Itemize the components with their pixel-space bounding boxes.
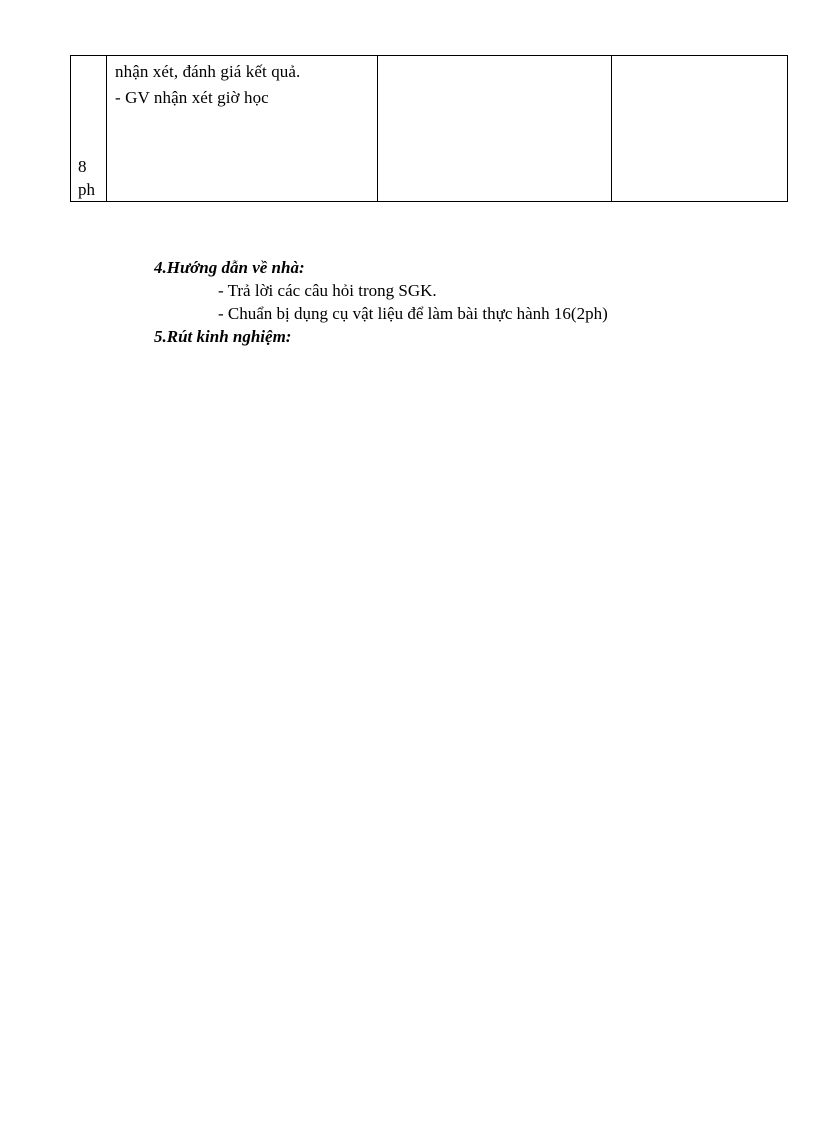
teacher-activity-line: - GV nhận xét giờ học [115,88,269,107]
homework-section [154,256,608,348]
time-unit: ph [78,180,95,199]
experience-heading: 5.Rút kinh nghiệm: [154,327,292,346]
student-activity-cell [378,56,612,202]
teacher-activity-cell [107,56,378,202]
homework-heading: 4.Hướng dẫn về nhà: [154,258,305,277]
notes-cell [612,56,788,202]
time-cell [71,56,107,202]
table-row [71,56,788,202]
time-value: 8 [78,157,87,176]
time-label [78,155,95,201]
homework-item: - Chuẩn bị dụng cụ vật liệu để làm bài thực hành 16(2ph) [218,304,608,323]
teacher-activity-line: nhận xét, đánh giá kết quả. [115,62,301,81]
lesson-table [70,55,788,202]
homework-item: - Trả lời các câu hỏi trong SGK. [218,281,437,300]
